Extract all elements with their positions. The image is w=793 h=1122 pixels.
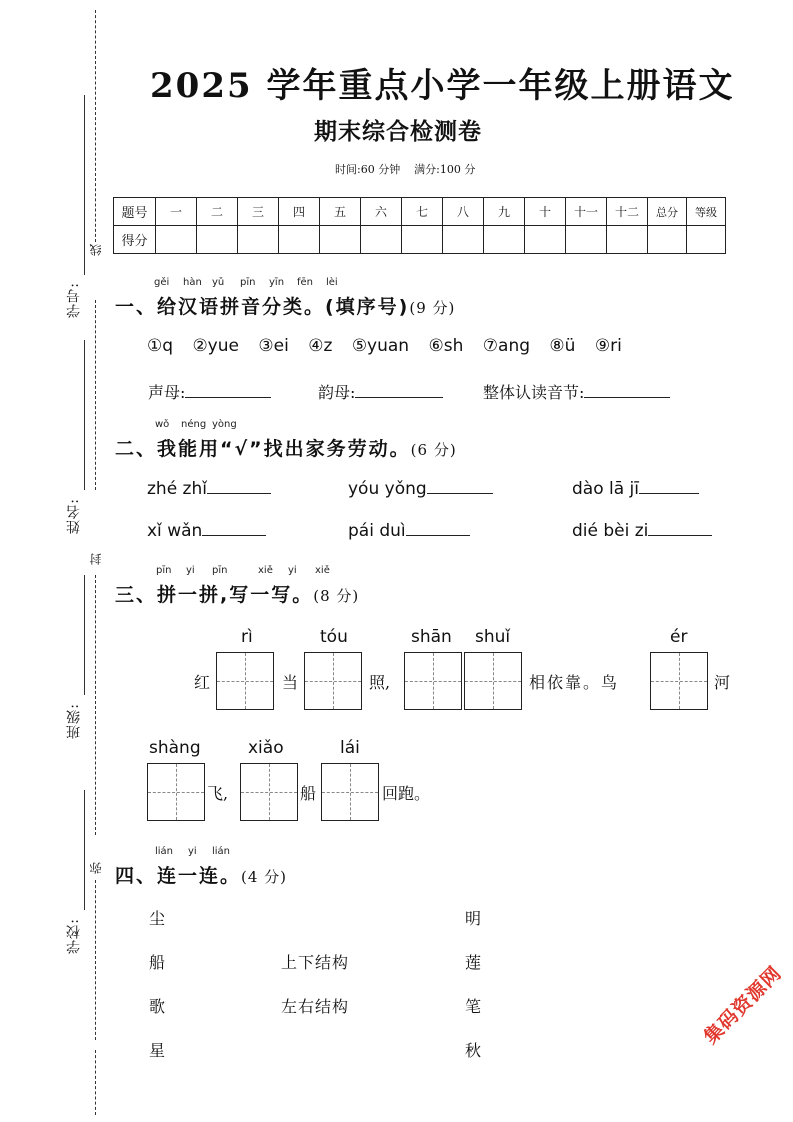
pinyin-yi: yi [288,565,297,576]
zhengti-answer-line[interactable] [584,396,670,398]
tianzige-box[interactable] [240,763,298,821]
header-cell-grade: 等级 [687,198,726,226]
shengmu-answer-line[interactable] [185,396,271,398]
box-pinyin-shang: shàng [149,738,201,758]
option-item: ⑨ri [594,336,622,356]
pinyin-han: hàn [183,277,202,288]
binding-dashed-line [95,112,96,242]
tianzige-box[interactable] [404,652,462,710]
header-cell: 五 [320,198,361,226]
exam-title: 2025 学年重点小学一年级上册语文 [150,66,735,106]
score-cell[interactable] [361,226,402,254]
header-cell: 四 [279,198,320,226]
sentence-text: 红 [194,673,211,692]
box-pinyin-xiao: xiǎo [248,738,284,758]
match-right-char[interactable]: 秋 [465,1041,482,1060]
chore-item [147,521,266,541]
score-cell[interactable] [566,226,607,254]
sentence-text: 照, [369,673,391,692]
score-cell[interactable] [525,226,566,254]
chore-check-line[interactable] [202,534,266,536]
section-1-points: (9 分) [409,299,456,317]
match-left-char[interactable]: 星 [149,1041,166,1060]
pinyin-yin: yīn [269,277,285,288]
sentence-text: 船 [300,784,317,803]
box-pinyin-tou: tóu [320,627,348,647]
section-1-options [147,336,636,356]
option-item: ⑧ü [549,336,576,356]
section-2-title-text: 二、我能用“√”找出家务劳动。 [115,438,411,460]
option-item: ⑦ang [482,336,531,356]
header-cell-total: 总分 [648,198,687,226]
pinyin-lian: lián [212,846,231,857]
header-cell: 三 [238,198,279,226]
yunmu-row [318,380,443,403]
pinyin-xie: xiě [258,565,273,576]
shengmu-row [148,380,271,403]
section-4-points: (4 分) [241,868,288,886]
match-left-char[interactable]: 船 [149,953,166,972]
header-cell: 八 [443,198,484,226]
time-info: 时间:60 分钟 满分:100 分 [335,163,476,176]
score-cell[interactable] [197,226,238,254]
tianzige-box[interactable] [650,652,708,710]
chore-item [147,479,271,499]
chore-check-line[interactable] [648,534,712,536]
chore-item-text: dào lā jī [572,479,640,499]
chore-item [572,521,712,541]
sentence-text: 相依靠。鸟 [529,673,620,692]
header-cell: 十 [525,198,566,226]
score-table [113,197,726,254]
section-2-points: (6 分) [410,441,457,459]
score-cell[interactable] [320,226,361,254]
pinyin-wo: wǒ [155,419,170,430]
score-cell[interactable] [279,226,320,254]
sentence-text: 回跑。 [382,784,431,803]
tianzige-box[interactable] [216,652,274,710]
pinyin-pin: pīn [240,277,256,288]
pinyin-gei: gěi [154,277,170,288]
yunmu-label: 韵母: [318,383,356,402]
section-3-title-text: 三、拼一拼,写一写。 [115,584,314,606]
score-cell[interactable] [238,226,279,254]
chore-item-text: yóu yǒng [348,479,427,499]
option-item: ①q [147,336,174,356]
pinyin-lian: lián [155,846,174,857]
zhengti-label: 整体认读音节: [483,383,585,402]
binding-dashed-line [95,10,96,110]
match-right-char[interactable]: 莲 [465,953,482,972]
zhengti-row [483,380,670,403]
match-left-char[interactable]: 歌 [149,997,166,1016]
option-item: ③ei [258,336,289,356]
chore-check-line[interactable] [207,492,271,494]
name-blank[interactable] [84,340,85,490]
margin-mi-char: 弥 [89,862,103,874]
school-label: 学校: [66,918,82,954]
section-4-title [115,861,287,888]
tianzige-box[interactable] [321,763,379,821]
header-cell: 九 [484,198,525,226]
header-cell: 一 [156,198,197,226]
box-pinyin-lai: lái [340,738,360,758]
chore-item [572,479,699,499]
score-cell[interactable] [607,226,648,254]
exam-subtitle: 期末综合检测卷 [314,118,482,145]
watermark-logo: 集码资源网 [699,962,787,1049]
pinyin-pin: pīn [156,565,172,576]
match-right-char[interactable]: 笔 [465,997,482,1016]
chore-item [348,521,470,541]
chore-item [348,479,493,499]
school-blank[interactable] [84,790,85,910]
class-blank[interactable] [84,575,85,695]
score-cell[interactable] [443,226,484,254]
section-1-title [115,292,455,319]
binding-dashed-line [95,880,96,1040]
section-4-title-text: 四、连一连。 [115,865,242,887]
row-label-score: 得分 [114,226,156,254]
match-left-char[interactable]: 尘 [149,909,166,928]
pinyin-fen: fēn [297,277,314,288]
pinyin-neng: néng [181,419,207,430]
score-table-score-row [114,226,726,254]
sentence-text: 飞, [207,784,229,803]
score-table-header-row [114,198,726,226]
chore-check-line[interactable] [639,492,699,494]
binding-dashed-line [95,575,96,835]
margin-xian-char: 线 [89,244,103,256]
section-3-points: (8 分) [313,587,360,605]
match-structure-label[interactable]: 上下结构 [281,953,350,972]
pinyin-pin: pīn [212,565,228,576]
student-no-label: 学号: [66,282,82,318]
option-item: ⑤yuan [351,336,410,356]
student-no-blank[interactable] [84,95,85,275]
chore-item-text: pái duì [348,521,406,541]
section-3-title [115,580,359,607]
score-cell-grade[interactable] [687,226,726,254]
tianzige-box[interactable] [147,763,205,821]
section-2-title [115,434,457,461]
binding-dashed-line [95,1050,96,1115]
score-cell[interactable] [484,226,525,254]
match-right-char[interactable]: 明 [465,909,482,928]
box-pinyin-er: ér [670,627,688,647]
pinyin-yi: yi [188,846,197,857]
chore-check-line[interactable] [406,534,470,536]
row-label-question-no: 题号 [114,198,156,226]
box-pinyin-ri: rì [241,627,253,647]
pinyin-yong: yòng [212,419,237,430]
option-item: ②yue [192,336,239,356]
header-cell: 十一 [566,198,607,226]
header-cell: 六 [361,198,402,226]
score-cell[interactable] [156,226,197,254]
pinyin-yu: yǔ [212,277,225,288]
pinyin-yi: yi [186,565,195,576]
binding-dashed-line [95,300,96,490]
tianzige-box[interactable] [304,652,362,710]
chore-item-text: xǐ wǎn [147,521,203,541]
header-cell: 十二 [607,198,648,226]
shengmu-label: 声母: [148,383,186,402]
section-1-title-text: 一、给汉语拼音分类。(填序号) [115,296,410,318]
box-pinyin-shan: shān [411,627,452,647]
match-structure-label[interactable]: 左右结构 [281,997,350,1016]
option-item: ⑥sh [428,336,464,356]
chore-item-text: dié bèi zi [572,521,649,541]
pinyin-lei: lèi [326,277,338,288]
sentence-text: 河 [714,673,731,692]
header-cell: 七 [402,198,443,226]
score-cell-total[interactable] [648,226,687,254]
chore-item-text: zhé zhǐ [147,479,207,499]
chore-check-line[interactable] [427,492,493,494]
option-item: ④z [308,336,333,356]
margin-feng-char: 封 [89,553,103,565]
pinyin-xie: xiě [315,565,330,576]
header-cell: 二 [197,198,238,226]
name-label: 姓名: [66,498,82,534]
sentence-text: 当 [282,673,299,692]
class-label: 班级: [66,703,82,739]
score-cell[interactable] [402,226,443,254]
yunmu-answer-line[interactable] [355,396,443,398]
box-pinyin-shui: shuǐ [475,627,511,647]
tianzige-box[interactable] [464,652,522,710]
